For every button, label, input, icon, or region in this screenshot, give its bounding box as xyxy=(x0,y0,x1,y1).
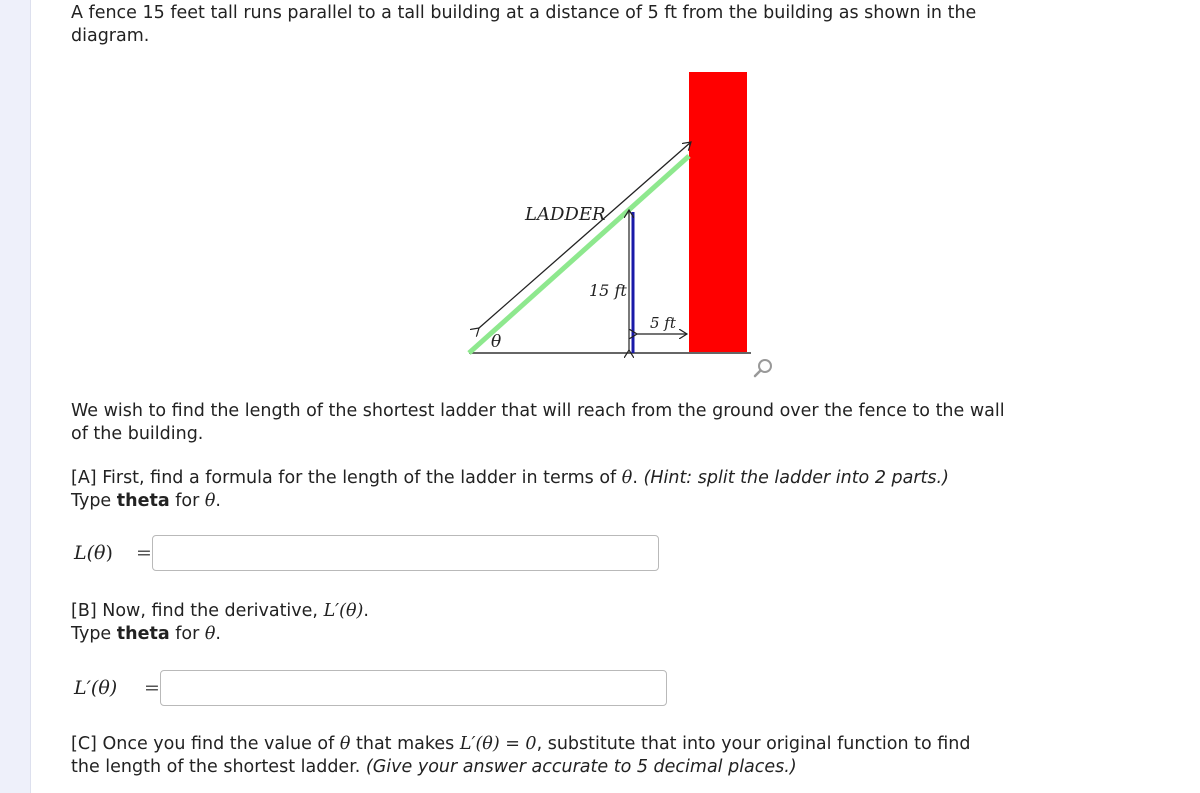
building xyxy=(689,72,747,352)
part-b-tag: [B] xyxy=(71,601,97,621)
part-a-answer-row xyxy=(71,535,659,571)
ladder-label: LADDER xyxy=(525,204,606,225)
part-b-type-theta: θ xyxy=(204,624,216,644)
part-b-derivative: L′(θ) xyxy=(323,601,364,621)
part-a-theta: θ xyxy=(621,468,633,488)
part-a-answer-input[interactable] xyxy=(152,535,659,571)
part-c-line-2: the length of the shortest ladder. xyxy=(71,757,361,777)
part-c-instruction-3: , substitute that into your original function to find xyxy=(536,734,971,754)
part-a-instruction: First, find a formula for the length of the ladder in terms of xyxy=(102,468,617,488)
distance-label: 5 ft xyxy=(650,314,676,332)
part-b-answer-row xyxy=(71,670,667,706)
part-a-period: . xyxy=(632,468,638,488)
part-a-answer-label: L(θ) xyxy=(74,542,113,564)
part-c-hint: (Give your answer accurate to 5 decimal places.) xyxy=(365,757,797,777)
zoom-icon[interactable] xyxy=(752,358,774,384)
part-c-theta: θ xyxy=(339,734,351,754)
ladder-arrow xyxy=(479,142,691,328)
part-b-period: . xyxy=(363,601,369,621)
question-line-2: of the building. xyxy=(71,424,204,444)
part-c-instruction-1: Once you find the value of xyxy=(102,734,335,754)
intro-line-2: diagram. xyxy=(71,26,150,46)
left-rail xyxy=(0,0,31,793)
part-a-type-keyword: theta xyxy=(116,491,170,511)
part-b-instruction: Now, find the derivative, xyxy=(102,601,318,621)
part-b-type-prefix: Type xyxy=(71,624,112,644)
intro-text xyxy=(71,2,976,48)
part-a-type-theta: θ xyxy=(204,491,216,511)
part-a-type-prefix: Type xyxy=(71,491,112,511)
part-c-expression: L′(θ) = 0 xyxy=(459,734,537,754)
ladder-diagram xyxy=(451,66,771,370)
part-b-text xyxy=(71,600,369,646)
part-b-type-keyword: theta xyxy=(116,624,170,644)
part-b-answer-label: L′(θ) xyxy=(74,677,118,699)
intro-line-1: A fence 15 feet tall runs parallel to a tall building at a distance of 5 ft from the building as shown in the xyxy=(71,3,977,23)
part-a-equals: = xyxy=(136,542,152,564)
part-a-text xyxy=(71,467,949,513)
part-b-type-suffix: for xyxy=(175,624,200,644)
part-b-answer-input[interactable] xyxy=(160,670,667,706)
part-c-instruction-2: that makes xyxy=(356,734,455,754)
part-b-type-period: . xyxy=(215,624,221,644)
angle-label: θ xyxy=(491,332,502,352)
part-c-tag: [C] xyxy=(71,734,97,754)
part-b-equals: = xyxy=(144,677,160,699)
part-a-hint: (Hint: split the ladder into 2 parts.) xyxy=(643,468,949,488)
part-a-tag: [A] xyxy=(71,468,97,488)
fence-label: 15 ft xyxy=(589,281,627,300)
part-c-text xyxy=(71,733,970,779)
part-a-type-period: . xyxy=(215,491,221,511)
question-line-1: We wish to find the length of the shortest ladder that will reach from the ground over the fence to the wall xyxy=(71,401,1005,421)
diagram-svg xyxy=(451,66,771,366)
part-a-type-suffix: for xyxy=(175,491,200,511)
question-text xyxy=(71,400,1005,446)
